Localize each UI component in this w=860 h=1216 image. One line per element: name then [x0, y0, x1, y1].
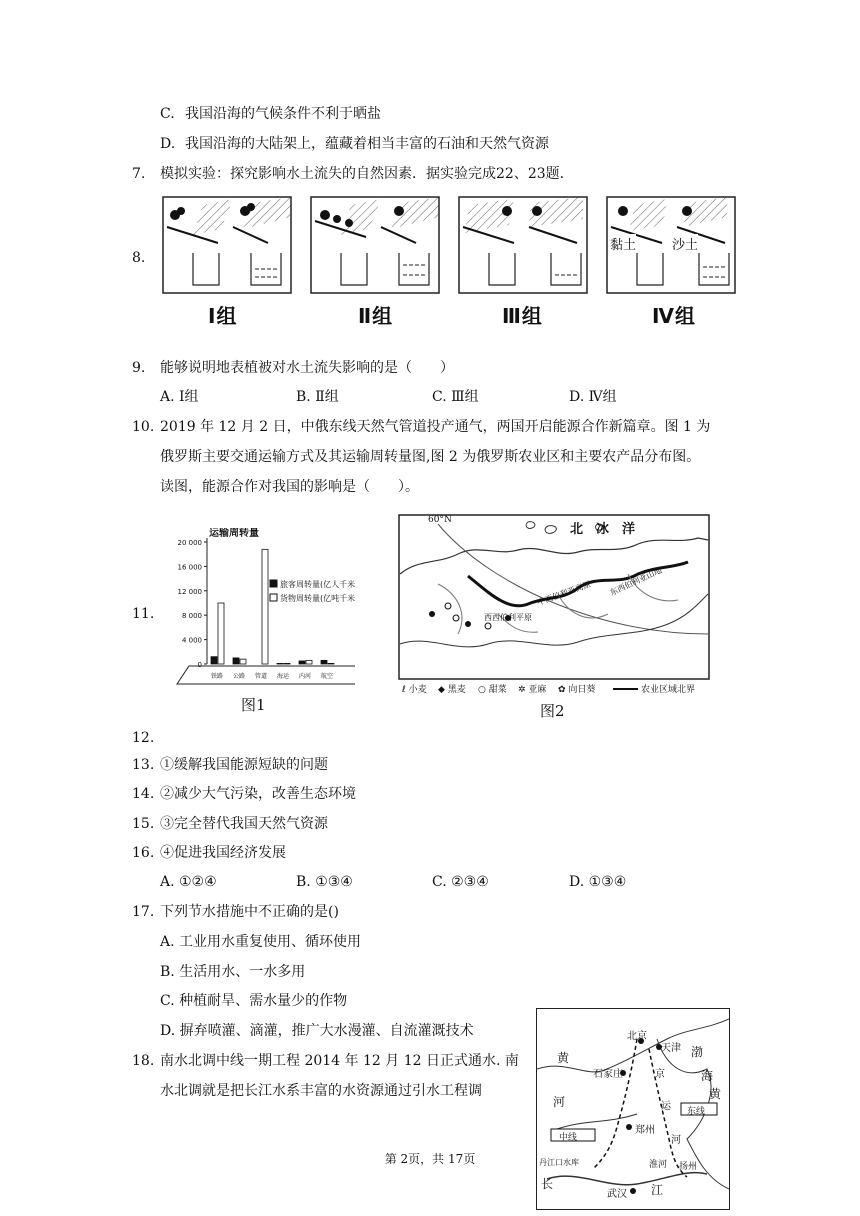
option-b: B. Ⅱ组: [296, 389, 339, 405]
region-east-siberia: 东西伯利亚山地: [608, 565, 664, 598]
question-number: 16.: [132, 845, 155, 861]
label-east-route: 东线: [687, 1107, 706, 1117]
label-jiang: 江: [651, 1183, 664, 1197]
question-number: 11.: [132, 606, 155, 622]
figure-1-caption: 图1: [241, 696, 266, 714]
soil-label-clay: 黏土: [610, 234, 636, 253]
question-number: 7.: [132, 166, 146, 182]
question-number: 9.: [132, 360, 146, 376]
panel-group-1: [163, 197, 291, 293]
option-d: D. Ⅳ组: [569, 389, 617, 405]
option-c: C. ②③④: [432, 874, 489, 890]
category-label: 铁路: [210, 673, 224, 680]
legend-swatch-passenger: [270, 580, 277, 587]
russia-map: [398, 514, 710, 700]
soil-label-sand: 沙土: [672, 234, 698, 253]
label-beijing: 北京: [627, 1031, 647, 1042]
bar-passenger-4: [299, 661, 305, 664]
group-label-4: Ⅳ组: [652, 304, 696, 328]
group-label-2: Ⅱ组: [358, 304, 394, 328]
question-text: ②减少大气污染，改善生态环境: [160, 786, 356, 802]
label-huang: 黄: [557, 1051, 570, 1065]
category-label: 航空: [320, 673, 334, 680]
label-bo: 渤: [691, 1045, 704, 1059]
label-yangzhou: 扬州: [679, 1162, 698, 1172]
label-shijiazhuang: 石家庄: [593, 1069, 623, 1080]
label-huaihe: 淮河: [649, 1160, 668, 1170]
legend-rye: ◆ 黑麦: [438, 685, 466, 695]
label-wuhan: 武汉: [607, 1189, 627, 1200]
question-text: ①缓解我国能源短缺的问题: [160, 757, 328, 773]
label-hai: 海: [701, 1069, 714, 1083]
legend-sunflower: ✿ 向日葵: [558, 685, 596, 695]
legend-beet: ○ 甜菜: [478, 685, 507, 695]
option-label: D.: [160, 136, 176, 152]
group-label-3: Ⅲ组: [502, 304, 543, 328]
option-text: A. 工业用水重复使用、循环使用: [160, 934, 362, 950]
option-text: B. 生活用水、一水多用: [160, 964, 306, 980]
region-central-siberia: 中西伯利亚高原: [536, 579, 592, 608]
option-b: B. ①③④: [296, 874, 353, 890]
question-text-1: 南水北调中线一期工程 2014 年 12 月 12 日正式通水. 南: [160, 1053, 519, 1069]
label-chang: 长: [541, 1177, 554, 1191]
bar-passenger-0: [211, 657, 217, 664]
label-middle-route: 中线: [559, 1133, 578, 1143]
y-tick-label: 4 000: [181, 636, 202, 645]
question-text: 能够说明地表植被对水土流失影响的是（ ）: [160, 360, 454, 376]
figure-1: [165, 528, 355, 718]
question-number: 14.: [132, 786, 155, 802]
figure-2-caption: 图2: [540, 702, 565, 720]
chart-title: 运输周转量: [209, 528, 259, 539]
bar-passenger-5: [321, 660, 327, 664]
label-he: 河: [553, 1095, 566, 1109]
question-text-2: 俄罗斯主要交通运输方式及其运输周转量图,图 2 为俄罗斯农业区和主要农产品分布图。: [160, 449, 701, 465]
page-footer: 第 2页，共 17页: [384, 1152, 476, 1166]
legend-wheat: ℓ 小麦: [402, 685, 427, 695]
question-text: 下列节水措施中不正确的是(): [160, 904, 339, 920]
bar-freight-0: [218, 603, 224, 664]
bar-freight-2: [262, 549, 268, 664]
category-label: 内河: [298, 673, 312, 680]
experiment-panels: [160, 196, 740, 296]
question-text-3: 读图，能源合作对我国的影响是（ ）。: [160, 479, 419, 495]
question-text: ④促进我国经济发展: [160, 845, 286, 861]
label-zhengzhou: 郑州: [635, 1125, 655, 1136]
label-yellow-sea: 黄: [709, 1087, 722, 1101]
lat-label: 60°N: [428, 515, 452, 525]
bar-freight-5: [328, 663, 334, 664]
group-label-1: Ⅰ组: [208, 304, 238, 328]
question-number: 12.: [132, 730, 155, 746]
question-number: 18.: [132, 1053, 155, 1069]
question-text: 模拟实验：探究影响水土流失的自然因素．据实验完成22、23题．: [160, 166, 574, 182]
bar-freight-3: [284, 663, 290, 664]
category-label: 公路: [232, 673, 246, 680]
option-text: D. 摒弃喷灌、滴灌，推广大水漫灌、自流灌溉技术: [160, 1023, 474, 1039]
bar-freight-4: [306, 660, 312, 664]
question-text: ③完全替代我国天然气资源: [160, 816, 328, 832]
question-text-1: 2019 年 12 月 2 日，中俄东线天然气管道投产通气，两国开启能源合作新篇章。图 1 为: [160, 419, 711, 435]
option-label: C.: [160, 106, 175, 122]
label-tianjin: 天津: [661, 1043, 681, 1054]
option-text: 我国沿海的气候条件不利于晒盐: [185, 106, 381, 122]
y-tick-label: 8 000: [181, 612, 202, 621]
question-text-2: 水北调就是把长江水系丰富的水资源通过引水工程调: [160, 1083, 482, 1099]
option-c: C. Ⅲ组: [432, 389, 479, 405]
label-jing: 京: [655, 1069, 665, 1080]
legend-passenger: 旅客周转量(亿人千米): [280, 580, 355, 589]
figure-3-map: [536, 1008, 730, 1210]
y-tick-label: 0: [197, 661, 202, 669]
question-number: 17.: [132, 904, 155, 920]
figure-2: [398, 514, 710, 720]
bar-passenger-1: [233, 658, 239, 664]
legend-flax: ✲ 亚麻: [518, 685, 547, 695]
label-danjiangkou: 丹江口水库: [539, 1158, 579, 1167]
option-a: A. Ⅰ组: [160, 389, 199, 405]
y-tick-label: 16 000: [177, 563, 202, 572]
category-label: 海运: [276, 673, 290, 680]
option-d: D. ①③④: [569, 874, 627, 890]
bar-freight-1: [240, 659, 246, 664]
label-river: 河: [671, 1135, 681, 1146]
y-tick-label: 20 000: [177, 539, 202, 547]
y-tick-label: 12 000: [177, 587, 202, 596]
question-number: 15.: [132, 816, 155, 832]
region-west-siberia: 西西伯利平原: [484, 613, 532, 622]
option-text: C. 种植耐旱、需水量少的作物: [160, 993, 348, 1009]
option-text: 我国沿海的大陆架上，蕴藏着相当丰富的石油和天然气资源: [185, 136, 549, 152]
option-a: A. ①②④: [160, 874, 217, 890]
question-number: 13.: [132, 757, 155, 773]
category-label: 管道: [254, 673, 268, 680]
ocean-label: 北 冰 洋: [570, 522, 636, 537]
transport-chart: [165, 528, 355, 686]
label-yun: 运: [661, 1101, 671, 1112]
question-number: 8.: [132, 250, 146, 266]
question-number: 10.: [132, 419, 155, 435]
legend-freight: 货物周转量(亿吨千米): [280, 594, 355, 603]
legend-boundary: 农业区域北界: [641, 685, 696, 695]
bar-passenger-3: [277, 663, 283, 664]
panel-group-2: [311, 197, 439, 293]
legend-swatch-freight: [270, 594, 277, 601]
experiment-figure: [160, 196, 740, 331]
panel-group-3: [459, 197, 587, 293]
